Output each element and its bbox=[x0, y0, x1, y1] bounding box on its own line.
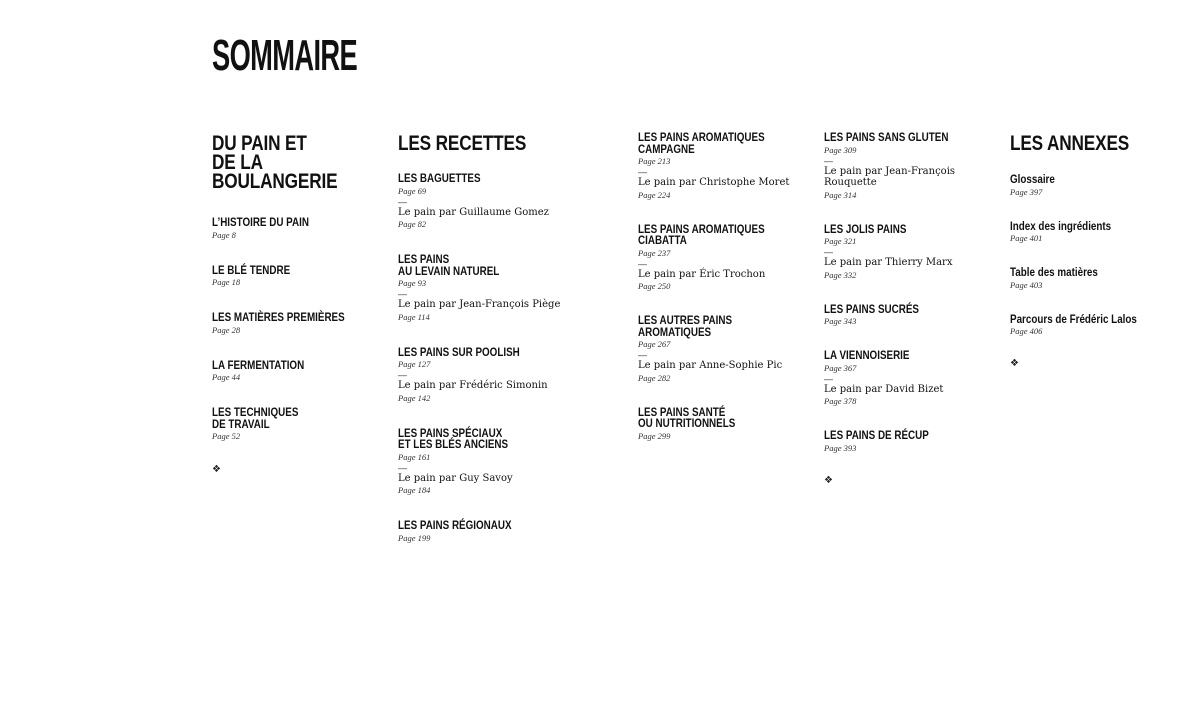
entry-title: Table des matières bbox=[1010, 265, 1098, 279]
toc-entry[interactable] bbox=[212, 262, 387, 290]
page-ref: Page 184 bbox=[398, 485, 431, 495]
toc-entry[interactable] bbox=[398, 520, 623, 545]
toc-column-special bbox=[824, 132, 999, 487]
dash-separator: — bbox=[824, 247, 833, 257]
page-ref: Page 378 bbox=[824, 396, 857, 406]
entry-title: LES PAINS AU LEVAIN NATUREL bbox=[398, 252, 500, 278]
page-ref: Page 332 bbox=[824, 269, 857, 280]
page-ref: Page 403 bbox=[1010, 279, 1043, 290]
toc-entry[interactable] bbox=[638, 221, 813, 294]
page-ref: Page 224 bbox=[638, 189, 671, 200]
entry-title: LES PAINS AROMATIQUES CAMPAGNE bbox=[638, 130, 765, 156]
entry-title: LES PAINS DE RÉCUP bbox=[824, 428, 929, 442]
page-ref: Page 343 bbox=[824, 316, 857, 326]
toc-entry[interactable] bbox=[212, 217, 387, 242]
toc-entry[interactable] bbox=[638, 315, 813, 385]
page-ref: Page 299 bbox=[638, 430, 671, 441]
entry-title: LES JOLIS PAINS bbox=[824, 221, 907, 236]
toc-entry[interactable] bbox=[398, 425, 623, 498]
page-ref: Page 250 bbox=[638, 281, 671, 291]
toc-entry[interactable] bbox=[824, 132, 999, 202]
page-ref: Page 44 bbox=[212, 372, 241, 382]
page-ref: Page 8 bbox=[212, 229, 236, 240]
toc-entry[interactable] bbox=[638, 404, 813, 443]
page-ref: Page 367 bbox=[824, 362, 857, 373]
author-line: Le pain par Christophe Moret bbox=[638, 177, 790, 188]
dash-separator: — bbox=[824, 155, 833, 166]
entry-title: Parcours de Frédéric Lalos bbox=[1010, 311, 1137, 326]
toc-column-annexes bbox=[1010, 132, 1185, 370]
toc-column-aromatic bbox=[638, 132, 813, 465]
dash-separator: — bbox=[398, 289, 407, 299]
toc-entry[interactable] bbox=[398, 254, 623, 324]
page-ref: Page 127 bbox=[398, 359, 431, 369]
page-ref: Page 401 bbox=[1010, 233, 1043, 243]
page-ref: Page 321 bbox=[824, 236, 857, 246]
page-ref: Page 267 bbox=[638, 339, 671, 349]
entry-title: Index des ingrédients bbox=[1010, 218, 1112, 233]
entry-title: LES AUTRES PAINS AROMATIQUES bbox=[638, 313, 733, 339]
toc-entry[interactable] bbox=[824, 221, 999, 282]
section-heading: DU PAIN ET DE LA BOULANGERIE bbox=[212, 132, 338, 193]
author-line: Le pain par Thierry Marx bbox=[824, 257, 953, 268]
page-ref: Page 309 bbox=[824, 144, 857, 155]
author-line: Le pain par Guy Savoy bbox=[398, 472, 513, 484]
page-ref: Page 406 bbox=[1010, 326, 1043, 336]
entry-title: Glossaire bbox=[1010, 172, 1055, 186]
entry-title: LES PAINS SANS GLUTEN bbox=[824, 130, 949, 144]
author-line: Le pain par Frédéric Simonin bbox=[398, 380, 548, 391]
entry-title: LES BAGUETTES bbox=[398, 171, 481, 185]
entry-title: LES PAINS RÉGIONAUX bbox=[398, 518, 512, 532]
entry-title: LES PAINS SANTÉ OU NUTRITIONNELS bbox=[638, 404, 736, 430]
entry-title: L’HISTOIRE DU PAIN bbox=[212, 215, 309, 229]
entry-title: LE BLÉ TENDRE bbox=[212, 262, 291, 277]
entry-title: LES PAINS SUCRÉS bbox=[824, 301, 919, 316]
author-line: Le pain par Jean-François Rouquette bbox=[824, 165, 956, 188]
toc-entry[interactable] bbox=[398, 173, 623, 231]
dash-separator: — bbox=[824, 373, 833, 384]
entry-title: LES TECHNIQUES DE TRAVAIL bbox=[212, 405, 299, 431]
ornament-icon: ❖ bbox=[824, 474, 833, 486]
toc-entry[interactable] bbox=[1010, 218, 1185, 246]
toc-entry[interactable] bbox=[638, 132, 813, 202]
dash-separator: — bbox=[638, 350, 647, 360]
toc-column-intro bbox=[212, 132, 387, 476]
entry-title: LA FERMENTATION bbox=[212, 357, 305, 372]
ornament-icon: ❖ bbox=[212, 464, 221, 475]
page-ref: Page 82 bbox=[398, 219, 427, 229]
page-ref: Page 161 bbox=[398, 451, 431, 462]
section-heading: LES ANNEXES bbox=[1010, 132, 1130, 155]
page-ref: Page 52 bbox=[212, 431, 241, 441]
page-ref: Page 69 bbox=[398, 185, 427, 196]
toc-column-recipes bbox=[398, 132, 623, 568]
page-ref: Page 393 bbox=[824, 442, 857, 453]
toc-entry[interactable] bbox=[212, 312, 387, 337]
dash-separator: — bbox=[398, 370, 407, 380]
page-ref: Page 199 bbox=[398, 532, 431, 543]
toc-entry[interactable] bbox=[212, 357, 387, 385]
toc-entry[interactable] bbox=[824, 301, 999, 329]
entry-title: LES MATIÈRES PREMIÈRES bbox=[212, 310, 345, 324]
page-ref: Page 114 bbox=[398, 311, 430, 322]
section-heading: LES RECETTES bbox=[398, 132, 527, 155]
page-title: SOMMAIRE bbox=[212, 31, 358, 80]
author-line: Le pain par Éric Trochon bbox=[638, 268, 766, 280]
author-line: Le pain par Guillaume Gomez bbox=[398, 206, 549, 218]
page-ref: Page 213 bbox=[638, 156, 671, 166]
ornament-icon: ❖ bbox=[1010, 358, 1019, 369]
page-ref: Page 397 bbox=[1010, 186, 1043, 197]
toc-entry[interactable] bbox=[824, 350, 999, 408]
toc-entry[interactable] bbox=[398, 344, 623, 405]
page-ref: Page 18 bbox=[212, 277, 241, 287]
entry-title: LES PAINS SUR POOLISH bbox=[398, 344, 520, 359]
dash-separator: — bbox=[398, 462, 407, 473]
page-ref: Page 314 bbox=[824, 189, 857, 200]
author-line: Le pain par David Bizet bbox=[824, 383, 944, 395]
page-ref: Page 282 bbox=[638, 372, 671, 383]
page-ref: Page 237 bbox=[638, 247, 671, 258]
page-ref: Page 93 bbox=[398, 278, 427, 288]
toc-entry[interactable] bbox=[212, 407, 387, 443]
dash-separator: — bbox=[398, 196, 407, 207]
toc-entry[interactable] bbox=[824, 430, 999, 455]
toc-entry[interactable] bbox=[1010, 311, 1185, 339]
toc-entry[interactable] bbox=[1010, 267, 1185, 292]
author-line: Le pain par Anne-Sophie Pic bbox=[638, 360, 783, 371]
page-ref: Page 28 bbox=[212, 324, 241, 335]
author-line: Le pain par Jean-François Piège bbox=[398, 299, 561, 310]
entry-title: LES PAINS AROMATIQUES CIABATTA bbox=[638, 221, 765, 247]
toc-entry[interactable] bbox=[1010, 174, 1185, 199]
page-ref: Page 142 bbox=[398, 392, 431, 403]
dash-separator: — bbox=[638, 258, 647, 269]
dash-separator: — bbox=[638, 167, 647, 177]
entry-title: LES PAINS SPÉCIAUX ET LES BLÉS ANCIENS bbox=[398, 425, 509, 451]
entry-title: LA VIENNOISERIE bbox=[824, 348, 910, 362]
